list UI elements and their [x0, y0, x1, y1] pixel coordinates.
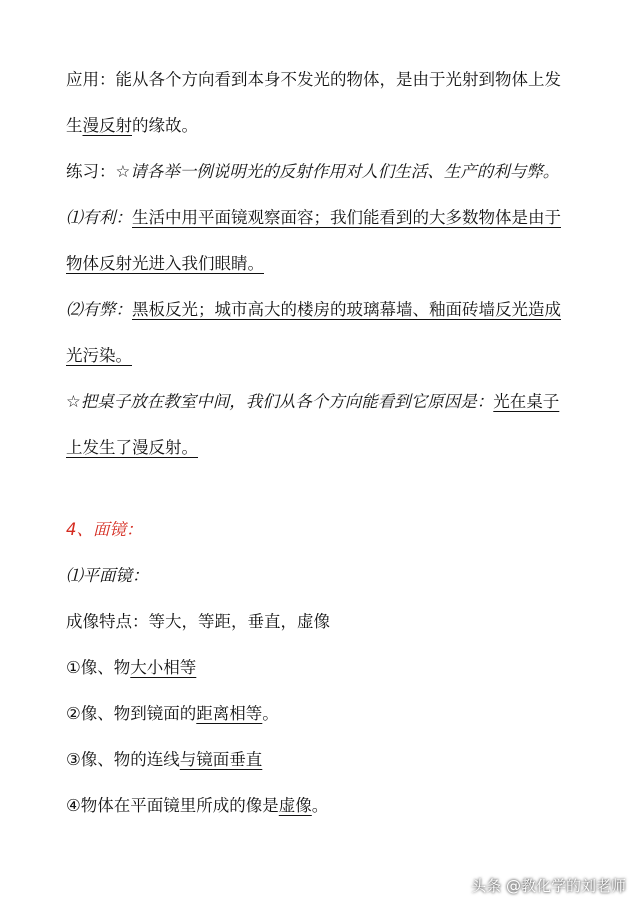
feature-item-1-underlined: 大小相等 [130, 658, 197, 677]
pro-answer-1: 生活中用平面镜观察面容；我们能看到的大多数物体是由于 [132, 208, 561, 227]
con-line-2 [66, 344, 132, 368]
feature-item-4-post: 。 [311, 796, 329, 815]
con-answer-2: 光污染。 [66, 346, 132, 365]
practice-question-text: ☆请各举一例说明光的反射作用对人们生活、生产的利与弊。 [115, 162, 560, 181]
feature-item-3-text: ③像、物的连线 [66, 750, 180, 769]
watermark: 头条 @教化学的刘老师 [471, 877, 626, 895]
con-answer-1: 黑板反光；城市高大的楼房的玻璃幕墙、釉面砖墙反光造成 [132, 300, 561, 319]
feature-item-1-text: ①像、物 [66, 658, 131, 677]
application-text-pre: 生 [66, 116, 83, 135]
feature-item-2 [66, 702, 279, 726]
application-underlined-term: 漫反射 [82, 116, 132, 135]
question-2-answer-2: 上发生了漫反射。 [66, 438, 198, 457]
question-2-line-1 [66, 390, 559, 414]
con-line-1 [66, 298, 561, 322]
section-4-heading: 4、面镜： [66, 520, 143, 539]
pro-label: ⑴有利： [66, 208, 132, 227]
plane-mirror-subheading: ⑴平面镜： [66, 566, 149, 585]
imaging-features: 成像特点：等大，等距，垂直，虚像 [66, 612, 330, 631]
practice-question-1 [66, 160, 559, 184]
feature-item-4-underlined: 虚像 [278, 796, 312, 815]
application-text-post: 的缘故。 [132, 116, 198, 135]
feature-item-1 [66, 656, 196, 680]
practice-label: 练习： [66, 162, 116, 181]
question-2-line-2 [66, 436, 198, 460]
con-label: ⑵有弊： [66, 300, 132, 319]
pro-line-2 [66, 252, 264, 276]
pro-answer-2: 物体反射光进入我们眼睛。 [66, 254, 264, 273]
feature-item-2-text: ②像、物到镜面的 [66, 704, 197, 723]
feature-item-3 [66, 748, 262, 772]
application-line-2 [66, 114, 198, 138]
question-2-text: ☆把桌子放在教室中间，我们从各个方向能看到它原因是： [66, 392, 494, 411]
application-line-1 [66, 68, 561, 92]
feature-item-4-text: ④物体在平面镜里所成的像是 [66, 796, 279, 815]
application-text: 应用：能从各个方向看到本身不发光的物体，是由于光射到物体上发 [66, 70, 561, 89]
feature-item-3-underlined: 与镜面垂直 [179, 750, 263, 769]
question-2-answer-1: 光在桌子 [493, 392, 560, 411]
feature-item-2-post: 。 [262, 704, 279, 723]
pro-line-1 [66, 206, 561, 230]
feature-item-4 [66, 794, 328, 818]
feature-item-2-underlined: 距离相等 [196, 704, 263, 723]
